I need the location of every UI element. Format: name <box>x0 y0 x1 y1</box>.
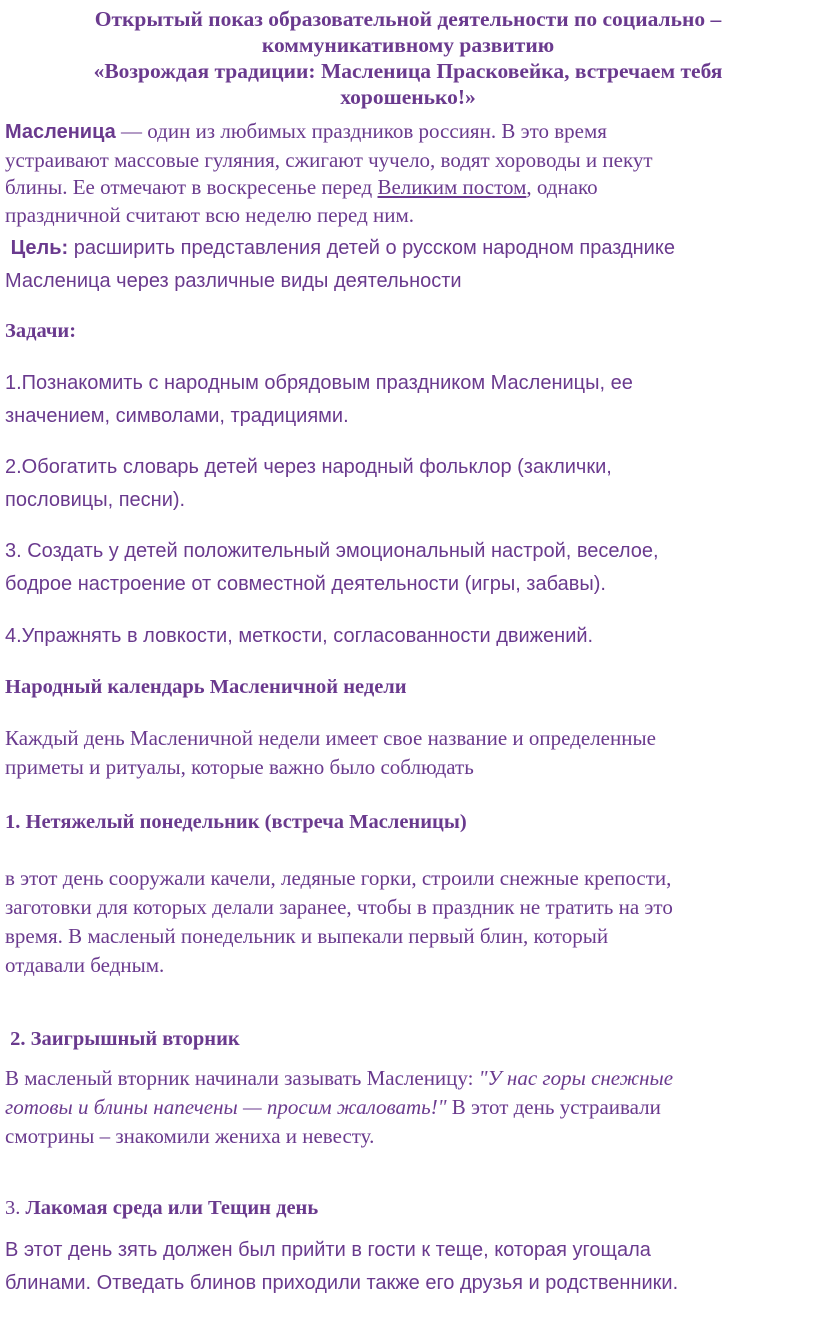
day-3-heading-text: Лакомая среда или Тещин день <box>25 1197 319 1219</box>
task-3-line-1: 3. Создать у детей положительный эмоциональный настрой, веселое, <box>5 540 659 562</box>
day-2-heading-text: 2. Заигрышный вторник <box>5 1028 240 1050</box>
task-1 <box>5 367 811 433</box>
day-1-text <box>5 864 811 980</box>
day-1-heading: 1. Нетяжелый понедельник (встреча Масленицы) <box>5 811 467 833</box>
day-1-line-4: отдавали бедным. <box>5 953 165 977</box>
goal-label: Цель: <box>10 237 69 259</box>
task-2 <box>5 451 811 517</box>
intro-paragraph <box>5 118 811 229</box>
title-line-3: «Возрождая традиции: Масленица Прасковейка, встречаем тебя <box>93 59 723 83</box>
day-2-line-3: смотрины – знакомили жениха и невесту. <box>5 1124 375 1148</box>
goal-line-1: расширить представления детей о русском народном празднике <box>68 237 675 259</box>
day-2-line-1-start: В масленый вторник начинали зазывать Масленицу: <box>5 1066 479 1090</box>
intro-line-3-start: блины. Ее отмечают в воскресенье перед <box>5 175 378 199</box>
day-1-line-1: в этот день сооружали качели, ледяные горки, строили снежные крепости, <box>5 866 672 890</box>
day-3-number: 3. <box>5 1197 26 1219</box>
day-3-text <box>5 1234 811 1300</box>
intro-line-4: праздничной считают всю неделю перед ним. <box>5 202 415 227</box>
tasks-heading: Задачи: <box>5 320 77 342</box>
document-title <box>0 6 816 110</box>
task-1-line-2: значением, символами, традициями. <box>5 405 349 427</box>
day-2-heading <box>5 1026 240 1052</box>
calendar-heading: Народный календарь Масленичной недели <box>5 676 407 698</box>
title-line-1: Открытый показ образовательной деятельности по социально – <box>94 7 722 31</box>
calendar-intro <box>5 724 811 782</box>
day-2-line-2-end: В этот день устраивали <box>446 1095 661 1119</box>
task-2-line-1: 2.Обогатить словарь детей через народный фольклор (заклички, <box>5 456 612 478</box>
intro-line-2: устраивают массовые гуляния, сжигают чучело, водят хороводы и пекут <box>5 147 653 172</box>
day-1-line-2: заготовки для которых делали заранее, чтобы в праздник не тратить на это <box>5 895 673 919</box>
day-2-text <box>5 1064 811 1151</box>
goal-paragraph <box>5 232 811 298</box>
day-1-line-3: время. В масленый понедельник и выпекали первый блин, который <box>5 924 609 948</box>
intro-term: Масленица <box>5 121 116 143</box>
intro-line-1: — один из любимых праздников россиян. В это время <box>115 119 607 143</box>
title-line-2: коммуникативному развитию <box>261 33 555 57</box>
day-2-quote-2: готовы и блины напечены — просим жаловать!" <box>5 1095 447 1119</box>
task-4: 4.Упражнять в ловкости, меткости, согласованности движений. <box>5 625 594 647</box>
goal-line-2: Масленица через различные виды деятельности <box>5 270 462 292</box>
day-3-heading <box>5 1195 318 1221</box>
great-lent-link[interactable]: Великим постом <box>377 175 527 199</box>
day-3-line-1: В этот день зять должен был прийти в гости к теще, которая угощала <box>5 1239 651 1261</box>
task-3 <box>5 535 811 601</box>
task-1-line-1: 1.Познакомить с народным обрядовым праздником Масленицы, ее <box>5 372 633 394</box>
task-3-line-2: бодрое настроение от совместной деятельности (игры, забавы). <box>5 573 606 595</box>
title-line-4: хорошенько!» <box>340 85 476 109</box>
calendar-intro-line-2: приметы и ритуалы, которые важно было соблюдать <box>5 755 474 779</box>
intro-line-3-end: , однако <box>526 175 598 199</box>
day-3-line-2: блинами. Отведать блинов приходили также его друзья и родственники. <box>5 1272 679 1294</box>
task-2-line-2: пословицы, песни). <box>5 489 186 511</box>
calendar-intro-line-1: Каждый день Масленичной недели имеет свое название и определенные <box>5 726 656 750</box>
day-2-quote-1: "У нас горы снежные <box>478 1066 674 1090</box>
